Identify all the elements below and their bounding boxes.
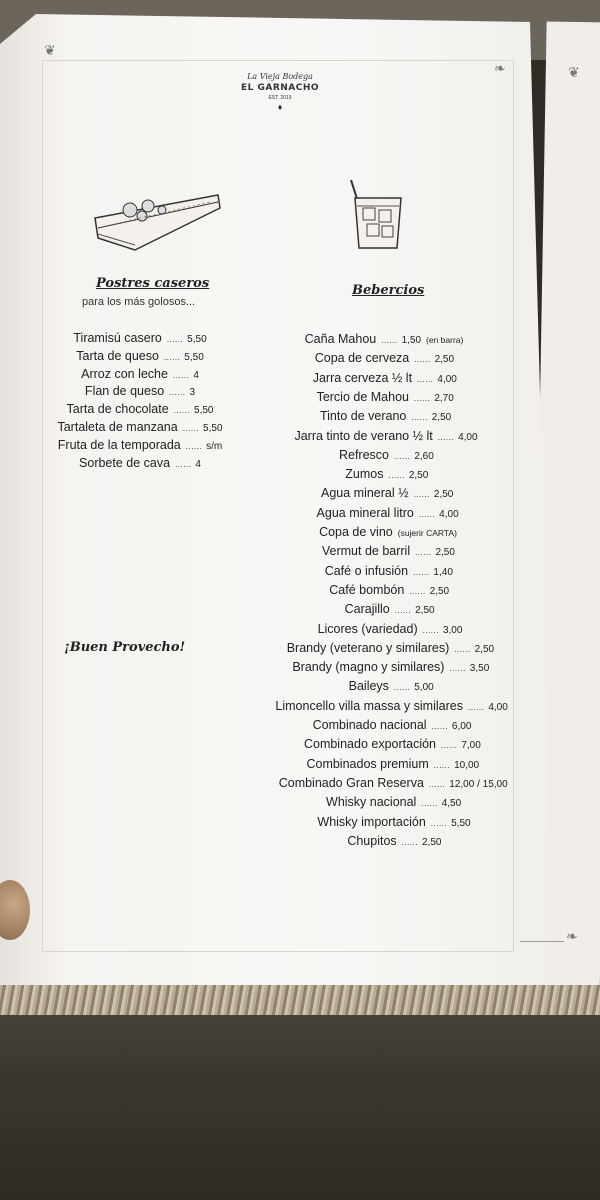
menu-item-name: Whisky nacional [326, 795, 417, 810]
menu-item-name: Refresco [338, 447, 389, 462]
menu-item [67, 401, 214, 419]
leader-dots: ...... [172, 370, 190, 380]
leader-dots: ...... [394, 606, 412, 616]
menu-item [347, 833, 441, 851]
menu-item-price: 5,50 [194, 405, 214, 417]
leader-dots: ...... [388, 471, 405, 481]
menu-item-name: Agua mineral litro [316, 505, 414, 520]
menu-item-note: (en barra) [426, 335, 464, 345]
leaf-icon: ❦ [44, 42, 56, 58]
logo-script: La Vieja Bodega [247, 72, 313, 81]
menu-item-name: Brandy (veterano y similares) [286, 640, 450, 655]
menu-item [313, 370, 457, 388]
leader-dots: ...... [454, 644, 471, 654]
menu-item-price: 2,50 [431, 412, 452, 424]
menu-item-name: Tartaleta de manzana [57, 420, 178, 434]
menu-item-price: 3,50 [469, 663, 490, 675]
leader-dots: ...... [409, 586, 426, 596]
menu-item-name: Agua mineral ½ [321, 486, 409, 501]
leader-dots: ...... [413, 490, 430, 500]
menu-item [317, 814, 470, 832]
table-surface [0, 990, 600, 1200]
leader-dots: ...... [401, 837, 418, 847]
menu-item-name: Whisky importación [317, 814, 426, 829]
menu-item [275, 698, 507, 716]
menu-item-name: Zumos [345, 467, 384, 482]
menu-item [315, 350, 454, 368]
menu-item-price: 2,50 [415, 605, 435, 617]
menu-item-price: 2,50 [433, 489, 454, 501]
leader-dots: ...... [182, 424, 200, 433]
leader-dots: ...... [394, 451, 411, 461]
menu-item [322, 543, 455, 561]
leader-dots: ...... [415, 548, 432, 558]
menu-page [0, 14, 556, 988]
menu-item-price: 4,00 [437, 373, 457, 385]
menu-item [279, 775, 508, 793]
menu-item-price: 5,50 [187, 334, 207, 345]
menu-item-price: 2,50 [435, 547, 455, 559]
menu-item [345, 466, 428, 484]
menu-item-price: s/m [206, 440, 223, 452]
menu-item [292, 659, 489, 677]
menu-item-price: 1,40 [433, 566, 453, 578]
menu-item [81, 366, 199, 384]
menu-item-price: 2,50 [422, 836, 442, 848]
menu-item-name: Arroz con leche [81, 366, 168, 381]
restaurant-logo [230, 72, 330, 112]
table-edge [0, 985, 600, 1015]
menu-item [294, 428, 477, 446]
leader-dots: ...... [467, 702, 485, 712]
menu-item [317, 505, 459, 523]
menu-item-name: Combinado nacional [312, 718, 427, 732]
cake-slice-illustration [90, 190, 225, 255]
divider [520, 941, 564, 942]
logo-name: EL GARNACHO [240, 83, 320, 93]
menu-item-price: 2,70 [434, 392, 454, 404]
postres-heading: Postres caseros [96, 276, 210, 291]
leader-dots: ...... [418, 509, 436, 519]
logo-mark-icon: ♦ [277, 102, 283, 112]
menu-item [318, 621, 463, 639]
menu-item-price: 5,50 [184, 351, 204, 363]
leader-dots: ...... [421, 799, 438, 809]
leader-dots: ...... [422, 625, 439, 635]
menu-item-price: 2,60 [414, 450, 434, 462]
menu-item-price: 4,50 [441, 798, 462, 810]
leaf-icon: ❦ [568, 64, 580, 80]
menu-item [349, 678, 434, 696]
menu-item [320, 408, 451, 426]
menu-item-name: Caña Mahou [304, 332, 377, 346]
leader-dots: ...... [185, 441, 203, 451]
menu-item-name: Tinto de verano [319, 409, 407, 424]
leader-dots: ...... [433, 760, 451, 770]
menu-item-name: Brandy (magno y similares) [292, 660, 445, 675]
leader-dots: ...... [163, 352, 181, 362]
menu-item-note: (sujerir CARTA) [397, 528, 457, 538]
menu-item-name: Limoncello villa massa y similares [275, 698, 463, 713]
postres-subtitle: para los más golosos... [82, 296, 196, 308]
menu-item [319, 524, 457, 541]
menu-item-price: 5,00 [414, 682, 434, 694]
menu-item-name: Sorbete de cava [79, 455, 171, 470]
menu-item-name: Carajillo [344, 602, 390, 617]
menu-item-price: 4,00 [439, 508, 459, 520]
menu-item [313, 717, 472, 735]
menu-item [321, 485, 453, 503]
menu-item [306, 756, 479, 774]
menu-item-name: Jarra tinto de verano ½ lt [294, 428, 433, 443]
logo-est: EST. 2019 [268, 95, 292, 101]
menu-item-name: Tercio de Mahou [316, 389, 409, 404]
menu-item-price: 2,50 [408, 470, 429, 482]
menu-item-name: Copa de cerveza [314, 351, 410, 366]
menu-item-name: Combinado exportación [303, 737, 436, 752]
menu-item-name: Combinado Gran Reserva [278, 775, 424, 790]
menu-item-price: 4,00 [458, 431, 478, 443]
menu-item [305, 331, 464, 349]
leader-dots: ...... [411, 413, 428, 423]
bebidas-heading: Bebercios [352, 283, 425, 298]
leader-dots: ...... [437, 432, 455, 442]
menu-item-name: Tarta de queso [76, 348, 159, 363]
menu-item-price: 10,00 [454, 759, 480, 771]
leader-dots: ...... [413, 393, 431, 403]
menu-item-price: 4 [193, 369, 199, 381]
menu-item [79, 455, 201, 473]
leader-dots: ...... [431, 722, 448, 731]
menu-item-name: Jarra cerveza ½ lt [312, 370, 413, 385]
menu-item-price: 4,00 [488, 701, 508, 713]
menu-item [345, 601, 435, 619]
leader-dots: ...... [441, 741, 458, 751]
menu-item-name: Combinados premium [306, 756, 429, 771]
menu-item-name: Tarta de chocolate [66, 402, 169, 417]
menu-item-name: Tiramisú casero [73, 331, 162, 345]
menu-item [329, 582, 449, 600]
menu-item-price: 6,00 [451, 721, 472, 732]
menu-item [339, 447, 434, 465]
menu-item [287, 640, 494, 658]
menu-item [317, 389, 454, 407]
leader-dots: ...... [417, 374, 434, 384]
menu-item [76, 348, 204, 366]
leaf-icon: ❧ [494, 60, 506, 76]
menu-item-price: 12,00 / 15,00 [449, 778, 508, 790]
menu-item-price: 2,50 [434, 354, 455, 366]
leader-dots: ...... [430, 818, 448, 828]
cocktail-glass-illustration [345, 180, 410, 255]
menu-item [85, 383, 195, 401]
menu-item-name: Café o infusión [324, 563, 409, 578]
menu-item [57, 419, 222, 437]
menu-item-name: Café bombón [329, 582, 405, 597]
menu-item-price: 7,00 [461, 740, 481, 752]
menu-item [73, 330, 206, 348]
leader-dots: ...... [393, 683, 411, 693]
menu-item [326, 794, 461, 812]
leader-dots: ...... [413, 567, 430, 577]
leader-dots: ...... [173, 406, 191, 416]
menu-item [325, 563, 453, 581]
menu-item-price: 3,00 [442, 624, 463, 636]
buen-provecho-message: ¡Buen Provecho! [64, 640, 186, 655]
leader-dots: ...... [449, 664, 466, 674]
menu-item-price: 4 [195, 458, 201, 470]
leader-dots: ...... [166, 335, 184, 344]
leader-dots: ...... [414, 355, 431, 365]
leader-dots: ...... [169, 388, 186, 398]
menu-item-name: Fruta de la temporada [57, 437, 181, 452]
menu-item-price: 5,50 [203, 423, 223, 434]
menu-item-price: 2,50 [429, 585, 450, 597]
menu-item-name: Licores (variedad) [317, 621, 418, 636]
menu-item-name: Flan de queso [84, 384, 165, 399]
menu-item-price: 2,50 [474, 643, 495, 655]
leaf-icon: ❧ [566, 928, 578, 944]
menu-item-price: 1,50 [401, 335, 422, 346]
leader-dots: ...... [175, 459, 192, 469]
leader-dots: ...... [428, 779, 446, 789]
menu-item-price: 5,50 [451, 817, 471, 829]
menu-item-name: Chupitos [347, 833, 397, 848]
menu-item-name: Baileys [348, 679, 389, 694]
menu-item [58, 437, 222, 455]
leader-dots: ...... [381, 336, 398, 345]
menu-item [304, 736, 481, 754]
menu-item-name: Vermut de barril [321, 544, 411, 559]
menu-item-price: 3 [189, 387, 196, 399]
menu-item-name: Copa de vino [319, 525, 393, 539]
